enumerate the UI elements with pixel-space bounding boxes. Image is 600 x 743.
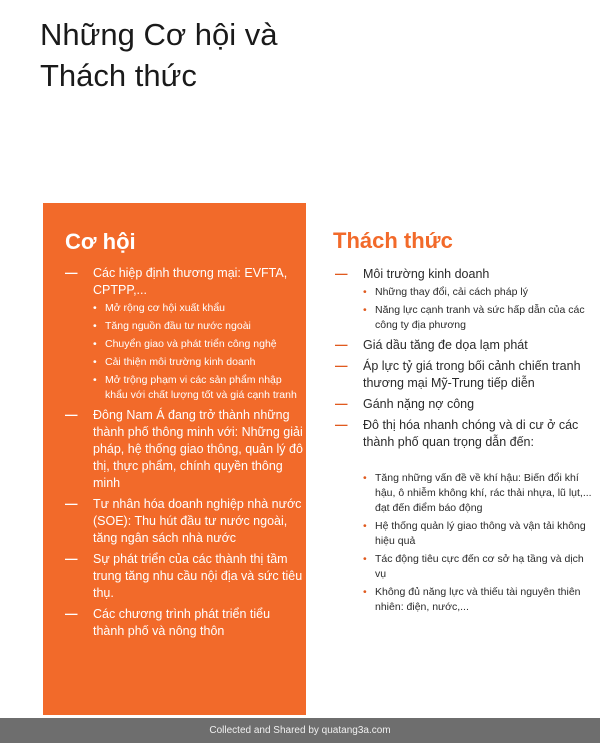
page-title (40, 14, 278, 96)
dot-bullet: • (363, 304, 367, 316)
sub-item-text: Những thay đổi, cải cách pháp lý (375, 286, 528, 298)
sub-list-item (93, 373, 303, 403)
challenges-column (333, 228, 595, 619)
sub-item-text: Tăng những vấn đề về khí hậu: Biến đổi khí hậu, ô nhiễm không khí, rác thải nhựa, lũ lụt,... đạt đến điểm báo động (375, 472, 592, 514)
dot-bullet: • (363, 472, 367, 484)
sub-list-item (363, 471, 595, 516)
opportunities-panel (43, 203, 306, 715)
dot-bullet: • (93, 374, 97, 386)
list-item-text: Các chương trình phát triển tiểu thành phố và nông thôn (93, 607, 271, 638)
dash-bullet: — (335, 338, 348, 352)
dash-bullet: — (65, 552, 78, 566)
sub-item-text: Không đủ năng lực và thiếu tài nguyên thiên nhiên: điện, nước,... (375, 586, 581, 613)
list-item-text: Đông Nam Á đang trở thành những thành phố thông minh với: Những giải pháp, hệ thống giao thông, quản lý đô thị, thực phẩm, chính quyền thông minh (93, 408, 303, 490)
sub-list-item (363, 519, 595, 549)
dash-bullet: — (335, 267, 348, 281)
list-item (63, 407, 303, 492)
dot-bullet: • (363, 586, 367, 598)
dash-bullet: — (65, 266, 78, 280)
list-item-text: Các hiệp định thương mại: EVFTA, CPTPP,... (93, 266, 288, 297)
sub-list-item (93, 301, 303, 316)
sub-item-text: Hệ thống quản lý giao thông và vận tải không hiệu quả (375, 520, 586, 547)
list-item-text: Môi trường kinh doanh (363, 267, 490, 281)
sub-list (93, 301, 303, 403)
sub-item-text: Tác động tiêu cực đến cơ sở hạ tầng và dịch vụ (375, 553, 584, 580)
dot-bullet: • (93, 356, 97, 368)
dot-bullet: • (93, 302, 97, 314)
sub-item-text: Mở rộng cơ hội xuất khẩu (105, 302, 225, 314)
list-item-text: Tư nhân hóa doanh nghiệp nhà nước (SOE): Thu hút đầu tư nước ngoài, tăng ngân sách nhà nước (93, 497, 302, 545)
list-item (333, 266, 595, 333)
list-item (333, 396, 595, 413)
dot-bullet: • (93, 338, 97, 350)
sub-list (363, 285, 595, 333)
sub-list-item (93, 319, 303, 334)
list-item (63, 265, 303, 403)
list-item (333, 417, 595, 615)
dash-bullet: — (335, 397, 348, 411)
opportunities-list (63, 265, 303, 644)
dot-bullet: • (93, 320, 97, 332)
list-item-text: Giá dầu tăng đe dọa lạm phát (363, 338, 528, 352)
sub-list-item (93, 337, 303, 352)
sub-item-text: Cải thiện môi trường kinh doanh (105, 356, 256, 368)
footer-credit: Collected and Shared by quatang3a.com (0, 718, 600, 743)
dot-bullet: • (363, 520, 367, 532)
list-item (63, 551, 303, 602)
dash-bullet: — (335, 359, 348, 373)
list-item-text: Gánh nặng nợ công (363, 397, 475, 411)
dash-bullet: — (65, 408, 78, 422)
dot-bullet: • (363, 286, 367, 298)
sub-item-text: Chuyển giao và phát triển công nghệ (105, 338, 277, 350)
sub-list-item (93, 355, 303, 370)
title-line-1: Những Cơ hội và (40, 17, 278, 52)
list-item-text: Sự phát triển của các thành thị tầm trung tăng nhu cầu nội địa và sức tiêu thụ. (93, 552, 303, 600)
sub-list-item (363, 552, 595, 582)
list-item (333, 358, 595, 392)
challenges-list (333, 266, 595, 615)
sub-list-item (363, 303, 595, 333)
title-line-2: Thách thức (40, 58, 197, 93)
opportunities-heading: Cơ hội (65, 229, 136, 254)
sub-item-text: Năng lực cạnh tranh và sức hấp dẫn của các công ty địa phương (375, 304, 585, 331)
sub-list-item (363, 285, 595, 300)
list-item (63, 496, 303, 547)
list-item-text: Áp lực tỷ giá trong bối cảnh chiến tranh thương mại Mỹ-Trung tiếp diễn (363, 359, 581, 390)
list-item (333, 337, 595, 354)
dash-bullet: — (335, 418, 348, 432)
sub-list-item (363, 585, 595, 615)
sub-list (363, 471, 595, 615)
dash-bullet: — (65, 607, 78, 621)
sub-item-text: Mở trộng phạm vi các sản phẩm nhập khẩu với chất lượng tốt và giá cạnh tranh (105, 374, 297, 401)
list-item (63, 606, 303, 640)
sub-item-text: Tăng nguồn đầu tư nước ngoài (105, 320, 251, 332)
dot-bullet: • (363, 553, 367, 565)
list-item-text: Đô thị hóa nhanh chóng và di cư ở các thành phố quan trọng dẫn đến: (363, 418, 579, 449)
dash-bullet: — (65, 497, 78, 511)
challenges-heading: Thách thức (333, 228, 453, 253)
